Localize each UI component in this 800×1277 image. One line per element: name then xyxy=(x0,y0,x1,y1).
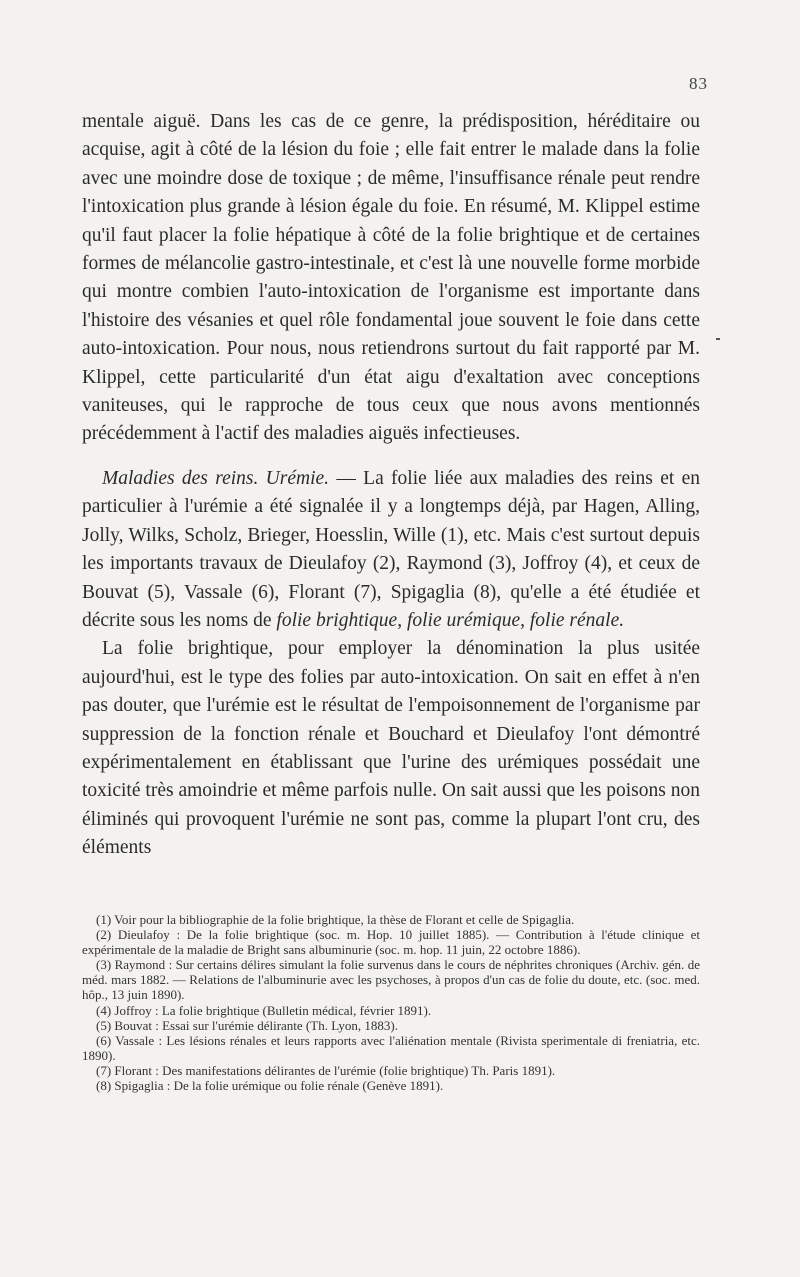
footnote: (2) Dieulafoy : De la folie brightique (soc. m. Hop. 10 juillet 1885). — Contribution à l'étude clinique et expérimentale de la maladie de Bright sans albuminurie (soc. m. hop. 11 juin, 22 octobre 1886). xyxy=(82,927,700,958)
body-text xyxy=(82,108,700,863)
italic-text: folie brightique, folie urémique, folie rénale. xyxy=(276,609,625,631)
italic-text: Maladies des reins. Urémie. xyxy=(102,467,330,489)
footnote: (4) Joffroy : La folie brightique (Bulletin médical, février 1891). xyxy=(96,1002,432,1018)
paragraph xyxy=(82,465,700,635)
margin-mark xyxy=(716,338,720,340)
paragraph-text: — La folie liée aux maladies des reins et en particulier à l'urémie a été signalée il y a longtemps déjà, par Hagen, Alling, Jolly, Wilks, Scholz, Brieger, Hoesslin, Wille (1), etc. Mais c'est surtout depuis les importants travaux de Dieulafoy (2), Raymond (3), Joffroy (4), et ceux de Bouvat (5), Vassale (6), Florant (7), Spigaglia (8), qu'elle a été étudiée et décrite sous les noms de xyxy=(82,467,700,631)
footnote: (5) Bouvat : Essai sur l'urémie délirante (Th. Lyon, 1883). xyxy=(96,1017,398,1033)
paragraph-text: mentale aiguë. Dans les cas de ce genre, la prédisposition, héréditaire ou acquise, agit à côté de la lésion du foie ; elle fait entrer le malade dans la folie avec une moindre dose de toxique ; de même, l'insuffisance rénale peut rendre l'intoxication plus grande à lésion égale du foie. En résumé, M. Klippel estime qu'il faut placer la folie hépatique à côté de la folie brightique et de certaines formes de mélancolie gastro-intestinale, et c'est là une nouvelle forme morbide qui montre combien l'auto-intoxication de l'organisme est importante dans l'histoire des vésanies et quel rôle fondamental joue souvent le foie dans cette auto-intoxication. Pour nous, nous retiendrons surtout du fait rapporté par M. Klippel, cette particularité d'un état aigu d'exaltation avec conceptions vaniteuses, qui le rapproche de tous ceux que nous avons mentionnés précédemment à l'actif des maladies aiguës infectieuses. xyxy=(82,111,700,445)
paragraph-text: La folie brightique, pour employer la dénomination la plus usitée aujourd'hui, est le type des folies par auto-intoxication. On sait en effet à n'en pas douter, que l'urémie est le résultat de l'empoisonnement de l'organisme par suppression de la fonction rénale et Bouchard et Dieulafoy l'ont démontré expérimentalement en établissant que l'urine des urémiques possédait une toxicité très amoindrie et même parfois nulle. On sait aussi que les poisons non éliminés qui provoquent l'urémie ne sont pas, comme la plupart l'ont cru, des éléments xyxy=(82,638,700,859)
paragraph xyxy=(82,635,700,862)
footnote: (7) Florant : Des manifestations délirantes de l'urémie (folie brightique) Th. Paris 1891). xyxy=(96,1062,556,1078)
footnote: (6) Vassale : Les lésions rénales et leurs rapports avec l'aliénation mentale (Rivista sperimentale di freniatria, etc. 1890). xyxy=(82,1032,700,1063)
footnote: (3) Raymond : Sur certains délires simulant la folie survenus dans le cours de néphrites chroniques (Archiv. gén. de méd. mars 1882. — Relations de l'albuminurie avec les psychoses, à propos d'un cas de folie du doute, etc. (soc. med. hôp., 13 juin 1890). xyxy=(82,957,700,1003)
footnote: (1) Voir pour la bibliographie de la folie brightique, la thèse de Florant et celle de Spigaglia. xyxy=(96,912,575,927)
footnote: (8) Spigaglia : De la folie urémique ou folie rénale (Genève 1891). xyxy=(96,1078,444,1094)
page-number: 83 xyxy=(689,74,708,93)
footnotes xyxy=(82,912,700,1093)
paragraph xyxy=(82,108,700,449)
